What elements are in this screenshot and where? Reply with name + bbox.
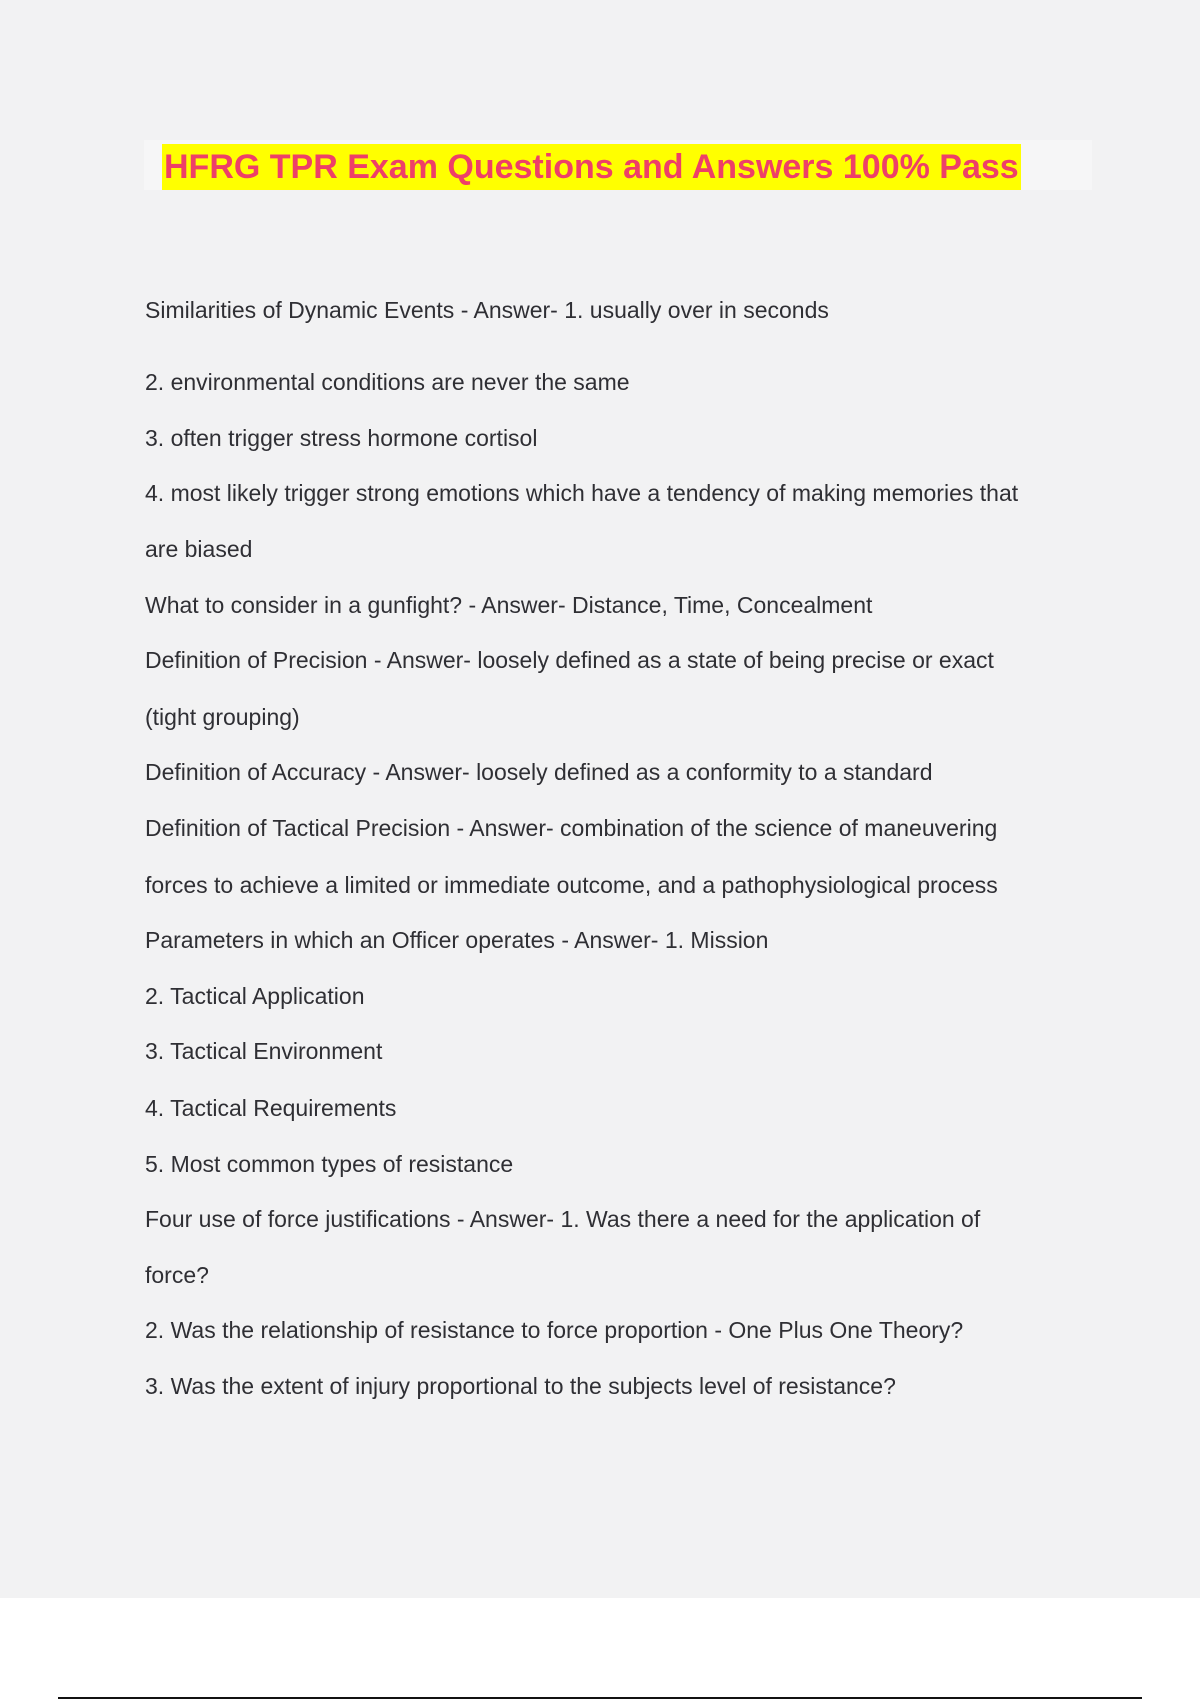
text-line: Parameters in which an Officer operates - Answer- 1. Mission <box>145 927 769 953</box>
text-line: 3. Was the extent of injury proportional to the subjects level of resistance? <box>145 1373 896 1399</box>
text-line: (tight grouping) <box>145 704 300 730</box>
text-line: 3. often trigger stress hormone cortisol <box>145 425 538 451</box>
text-line: What to consider in a gunfight? - Answer- Distance, Time, Concealment <box>145 592 873 618</box>
text-line: 2. Was the relationship of resistance to force proportion - One Plus One Theory? <box>145 1317 964 1343</box>
document-title: HFRG TPR Exam Questions and Answers 100% Pass <box>162 144 1021 190</box>
text-line: force? <box>145 1262 209 1288</box>
text-line: Definition of Tactical Precision - Answer- combination of the science of maneuvering <box>145 815 998 841</box>
text-line: forces to achieve a limited or immediate outcome, and a pathophysiological process <box>145 872 998 898</box>
text-line: Definition of Precision - Answer- loosely defined as a state of being precise or exact <box>145 647 994 673</box>
text-line: Definition of Accuracy - Answer- loosely defined as a conformity to a standard <box>145 759 933 785</box>
text-line: 2. environmental conditions are never the same <box>145 369 630 395</box>
text-line: 2. Tactical Application <box>145 983 365 1009</box>
text-line: 3. Tactical Environment <box>145 1038 383 1064</box>
text-line: 5. Most common types of resistance <box>145 1151 514 1177</box>
text-line: 4. most likely trigger strong emotions which have a tendency of making memories that <box>145 480 1019 506</box>
page-bottom-rule <box>58 1697 1142 1699</box>
text-line: Similarities of Dynamic Events - Answer- 1. usually over in seconds <box>145 297 829 323</box>
text-line: Four use of force justifications - Answer- 1. Was there a need for the application of <box>145 1206 981 1232</box>
text-line: 4. Tactical Requirements <box>145 1095 397 1121</box>
text-line: are biased <box>145 536 253 562</box>
